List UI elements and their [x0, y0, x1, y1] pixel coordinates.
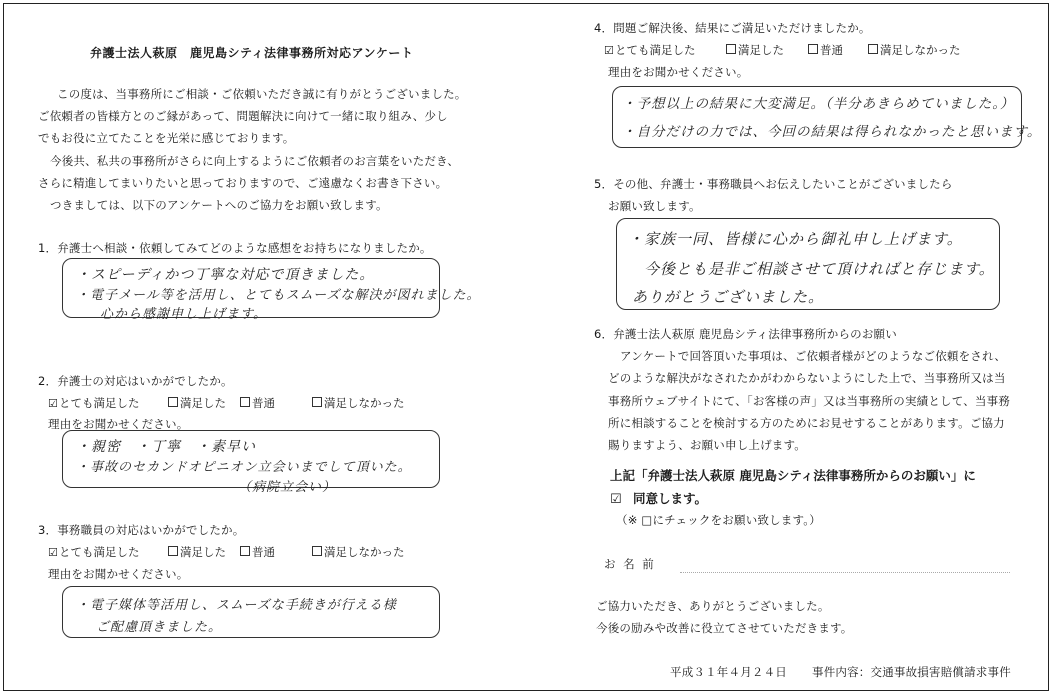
q4-reason-label: 理由をお聞かせください。	[608, 65, 749, 79]
q2-option-very-satisfied[interactable]: ☑とても満足した	[48, 396, 140, 410]
q2-answer-line: （病院立会い）	[238, 480, 337, 495]
q4-option-not-satisfied[interactable]: 満足しなかった	[868, 42, 961, 58]
q4-answer-line: ・予想以上の結果に大変満足。（半分あきらめていました。）	[622, 96, 1015, 112]
intro-line: ご依頼者の皆様方とのご縁があって、問題解決に向けて一緒に取り組み、少し	[38, 109, 448, 123]
checked-box-icon: ☑	[48, 546, 58, 559]
name-label: お 名 前	[604, 557, 656, 571]
checkbox-icon	[168, 546, 178, 556]
checkbox-icon	[808, 44, 818, 54]
q5-answer-line: ありがとうございました。	[632, 288, 825, 306]
submission-date: 平成３１年４月２４日	[670, 665, 787, 679]
q4-answer-line: ・自分だけの力では、今回の結果は得られなかったと思います。	[622, 124, 1042, 140]
q2-answer-line: ・事故のセカンドオピニオン立会いまでして頂いた。	[76, 460, 412, 475]
checkbox-icon	[312, 397, 322, 407]
q4-option-very-satisfied[interactable]: ☑とても満足した	[604, 43, 696, 57]
name-field[interactable]	[680, 572, 1010, 573]
q2-option-not-satisfied[interactable]: 満足しなかった	[312, 395, 405, 411]
q6-heading: 6．弁護士法人萩原 鹿児島シティ法律事務所からのお願い	[594, 327, 897, 341]
checkbox-icon	[240, 546, 250, 556]
q6-body-line: どのような解決がなされたかがわからないようにした上で、当事務所又は当	[608, 371, 1006, 385]
intro-line: つきましては、以下のアンケートへのご協力をお願い致します。	[50, 198, 388, 212]
consent-checkbox[interactable]: ☑ 同意します。	[610, 491, 708, 507]
checked-box-icon: ☑	[48, 397, 58, 410]
q5-answer-line: ・家族一同、皆様に心から御礼申し上げます。	[628, 230, 963, 248]
q3-option-normal[interactable]: 普通	[240, 544, 275, 560]
q3-option-not-satisfied[interactable]: 満足しなかった	[312, 544, 405, 560]
q2-reason-label: 理由をお聞かせください。	[48, 417, 189, 431]
q2-question: 2．弁護士の対応はいかがでしたか。	[38, 374, 233, 388]
q1-answer-line: 心から感謝申し上げます。	[100, 307, 267, 322]
consent-note: （※ □にチェックをお願い致します。）	[616, 513, 821, 527]
intro-line: この度は、当事務所にご相談・ご依頼いただき誠に有りがとうございました。	[57, 87, 467, 101]
q3-option-satisfied[interactable]: 満足した	[168, 544, 226, 560]
closing-line: 今後の励みや改善に役立てさせていただきます。	[596, 621, 853, 635]
q3-reason-label: 理由をお聞かせください。	[48, 567, 189, 581]
checkbox-icon	[312, 546, 322, 556]
consent-statement: 上記「弁護士法人萩原 鹿児島シティ法律事務所からのお願い」に	[610, 468, 976, 483]
q2-option-normal[interactable]: 普通	[240, 395, 275, 411]
intro-line: 今後共、私共の事務所がさらに向上するようにご依頼者のお言葉をいただき、	[50, 154, 460, 168]
q3-answer-line: ・電子媒体等活用し、スムーズな手続きが行える様	[76, 598, 397, 613]
q1-answer-line: ・スピーディかつ丁寧な対応で頂きました。	[76, 267, 375, 283]
q6-body-line: 所に相談することを検討する方のためにお見せすることがあります。ご協力	[608, 416, 1005, 430]
survey-title: 弁護士法人萩原 鹿児島シティ法律事務所対応アンケート	[90, 46, 414, 60]
q3-question: 3．事務職員の対応はいかがでしたか。	[38, 523, 245, 537]
q6-body-line: アンケートで回答頂いた事項は、ご依頼者様がどのようなご依頼をされ、	[620, 349, 1007, 363]
checked-box-icon: ☑	[604, 44, 614, 57]
q5-question-line2: お願い致します。	[608, 199, 701, 213]
q6-body-line: 事務所ウェブサイトにて、「お客様の声」又は当事務所の実績として、当事務	[608, 394, 1011, 408]
checkbox-icon	[868, 44, 878, 54]
q4-option-satisfied[interactable]: 満足した	[726, 42, 784, 58]
q2-option-satisfied[interactable]: 満足した	[168, 395, 226, 411]
q2-answer-line: ・親密 ・丁寧 ・素早い	[76, 439, 256, 455]
q1-answer-line: ・電子メール等を活用し、とてもスムーズな解決が図れました。	[76, 288, 481, 303]
closing-line: ご協力いただき、ありがとうございました。	[596, 599, 830, 613]
q3-answer-line: ご配慮頂きました。	[96, 620, 223, 635]
q3-option-very-satisfied[interactable]: ☑とても満足した	[48, 545, 140, 559]
checkbox-icon	[240, 397, 250, 407]
case-type: 事件内容：交通事故損害賠償請求事件	[812, 665, 1011, 679]
q4-question: 4．問題ご解決後、結果にご満足いただけましたか。	[594, 21, 871, 35]
intro-line: さらに精進してまいりたいと思っておりますので、ご遠慮なくお書き下さい。	[38, 176, 448, 190]
checkbox-icon	[168, 397, 178, 407]
q1-question: 1．弁護士へ相談・依頼してみてどのような感想をお持ちになりましたか。	[38, 241, 432, 255]
checked-box-icon: ☑	[610, 492, 622, 507]
q6-body-line: 賜りますよう、お願い申し上げます。	[608, 438, 806, 452]
q5-question: 5．その他、弁護士・事務職員へお伝えしたいことがございましたら	[594, 177, 953, 191]
q5-answer-line: 今後とも是非ご相談させて頂ければと存じます。	[644, 260, 995, 278]
q4-option-normal[interactable]: 普通	[808, 42, 843, 58]
intro-line: でもお役に立てたことを光栄に感じております。	[38, 131, 295, 145]
checkbox-icon	[726, 44, 736, 54]
